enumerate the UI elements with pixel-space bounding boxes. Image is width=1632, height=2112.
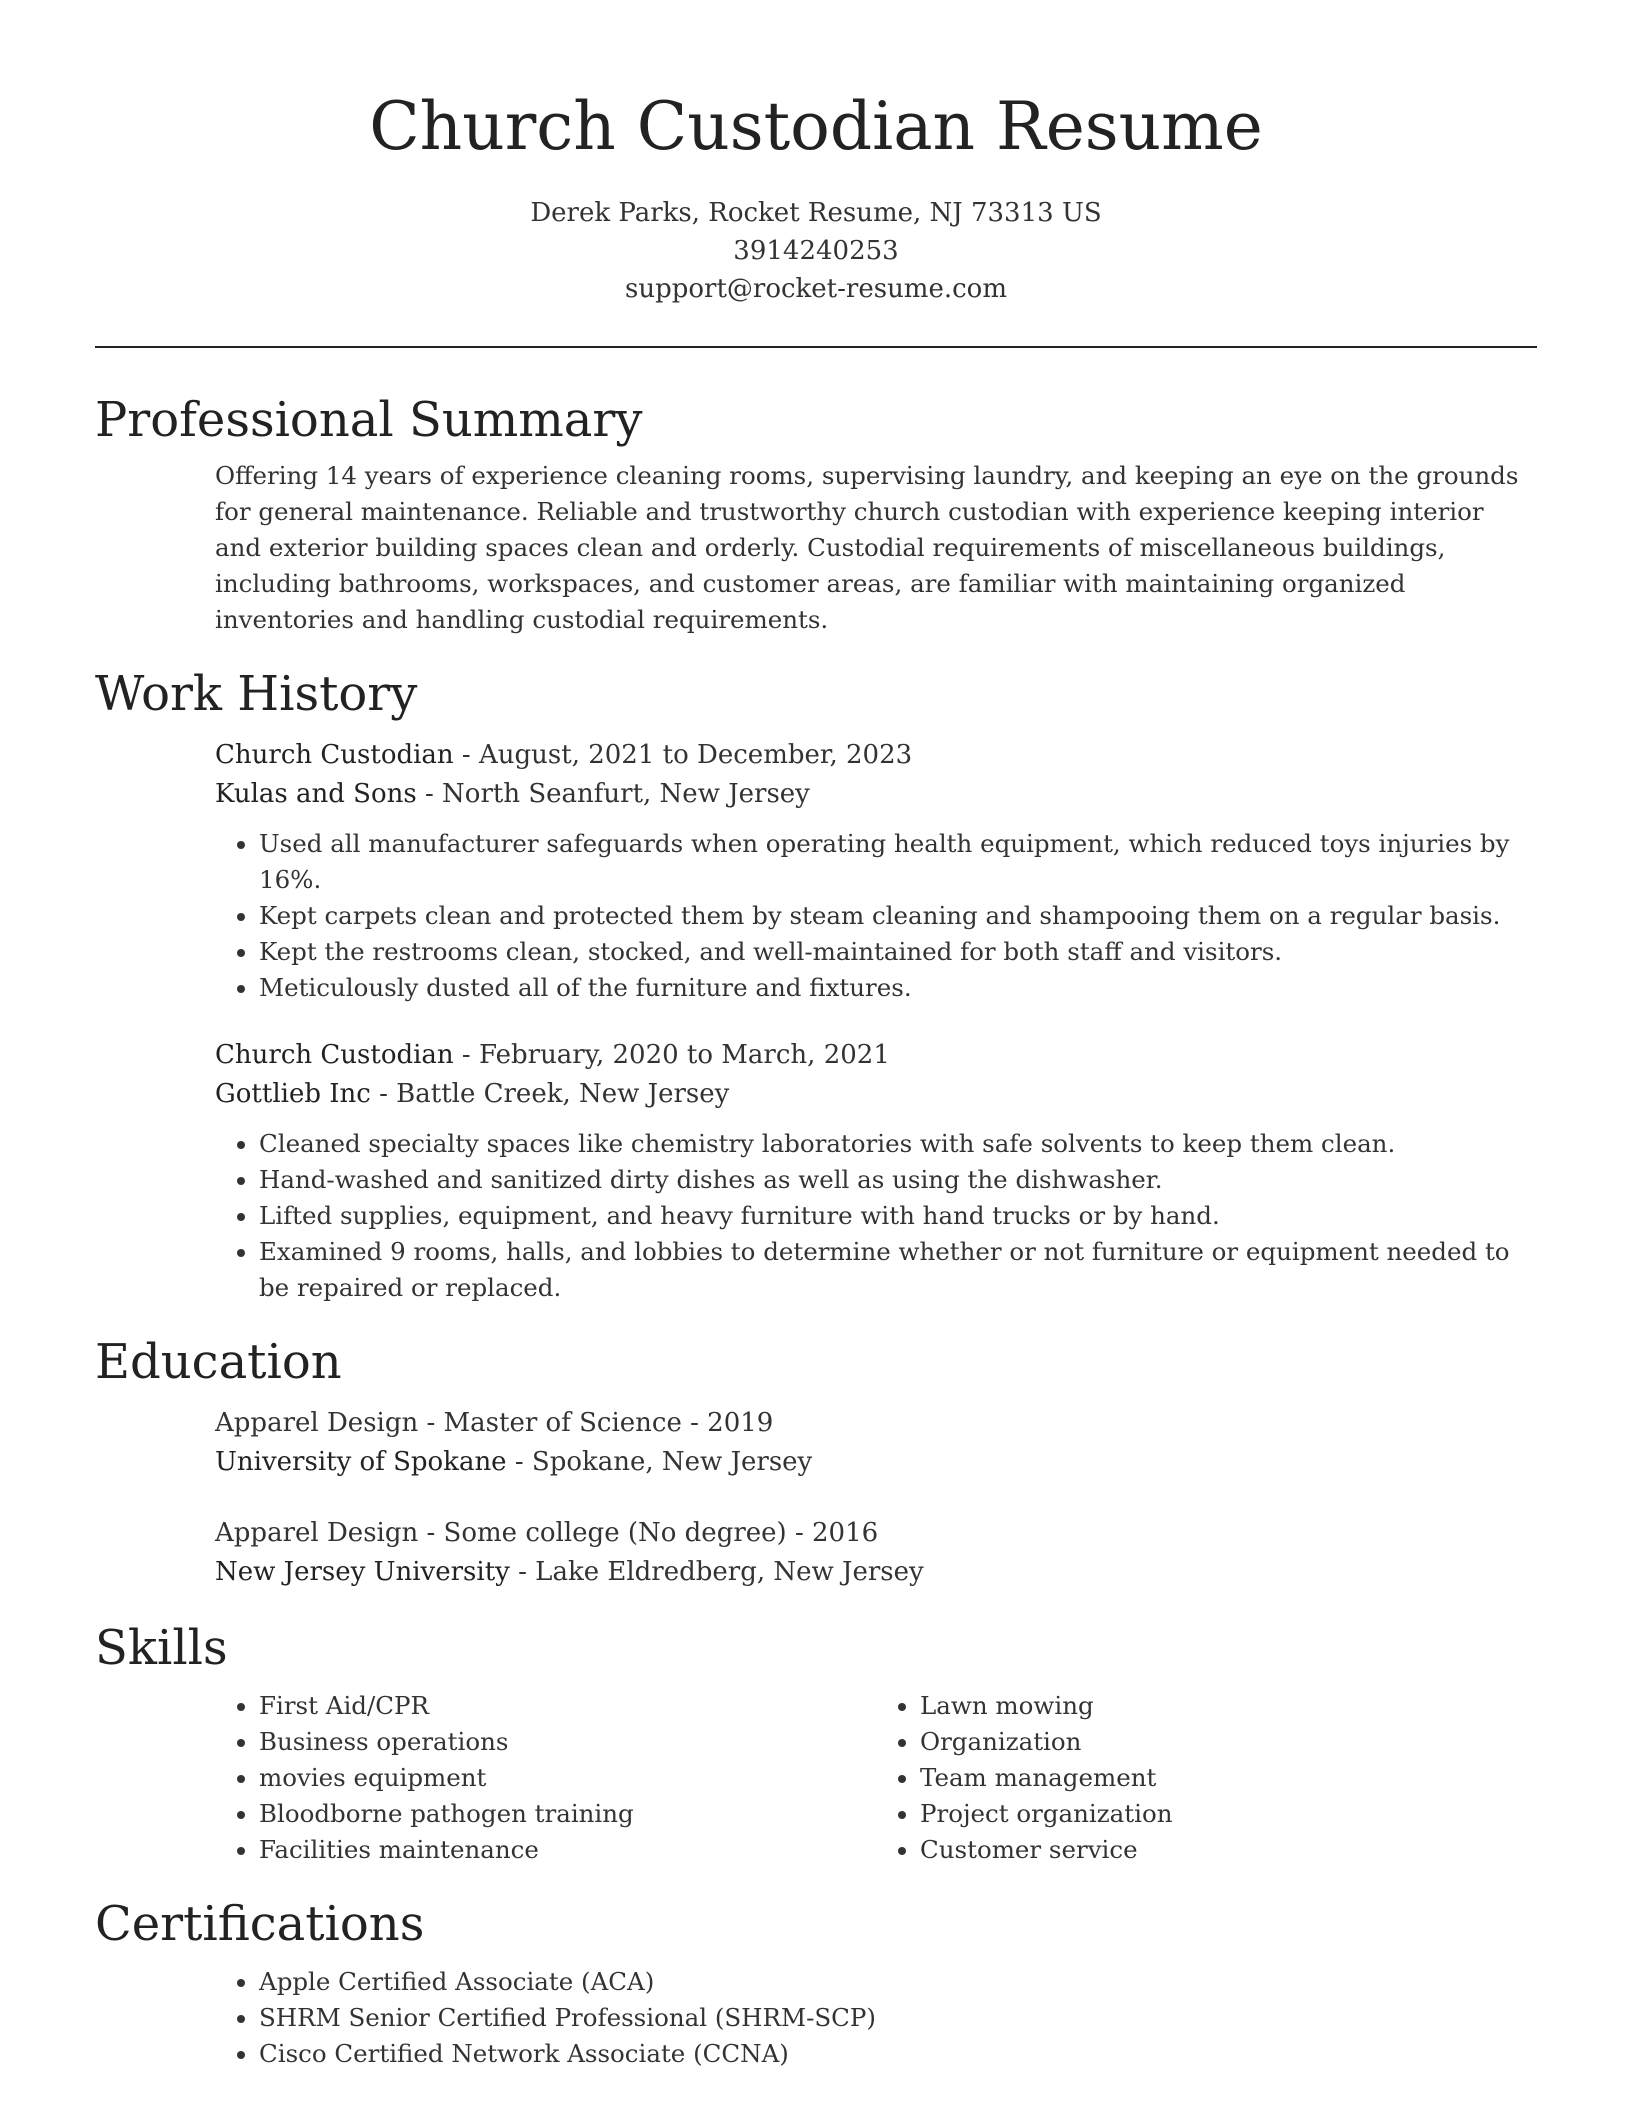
list-item: • Cisco Certified Network Associate (CCNA): [259, 2036, 1537, 2072]
education-location: - Spokane, New Jersey: [506, 1447, 813, 1477]
list-item: • Organization: [920, 1724, 1537, 1760]
list-item: • Cleaned specialty spaces like chemistry laboratories with safe solvents to keep them clean.: [259, 1126, 1537, 1162]
education-location: - Lake Eldredberg, New Jersey: [509, 1557, 924, 1587]
contact-info: [0, 194, 1632, 308]
job-duties-list: [215, 826, 1537, 1006]
summary-text: Offering 14 years of experience cleaning rooms, supervising laundry, and keeping an eye on the grounds for general maintenance. Reliable and trustworthy church custodian with experience keeping interior and exterior building spaces clean and orderly. Custodial requirements of miscellaneous buildings, including bathrooms, workspaces, and customer areas, are familiar with maintaining organized inventories and handling custodial requirements.: [215, 461, 1519, 634]
page-title: Church Custodian Resume: [369, 88, 1263, 165]
list-item: • Kept the restrooms clean, stocked, and well-maintained for both staff and visitors.: [259, 934, 1537, 970]
list-item: • Bloodborne pathogen training: [259, 1796, 876, 1832]
summary-section: [95, 388, 1537, 638]
contact-phone: 3914240253: [733, 236, 899, 266]
skills-heading: Skills: [95, 1620, 228, 1676]
education-school: New Jersey University: [215, 1557, 510, 1587]
certifications-section: [95, 1892, 1537, 2072]
list-item: • Kept carpets clean and protected them by steam cleaning and shampooing them on a regular basis.: [259, 898, 1537, 934]
list-item: • Apple Certified Associate (ACA): [259, 1964, 1537, 2000]
job-location: - North Seanfurt, New Jersey: [416, 779, 810, 809]
contact-address: Derek Parks, Rocket Resume, NJ 73313 US: [530, 198, 1102, 228]
job-company: Kulas and Sons: [215, 779, 417, 809]
education-section: [95, 1330, 1537, 1592]
skills-grid: [215, 1680, 1537, 1868]
list-item: • SHRM Senior Certified Professional (SHRM-SCP): [259, 2000, 1537, 2036]
summary-heading: Professional Summary: [95, 392, 643, 448]
list-item: • Facilities maintenance: [259, 1832, 876, 1868]
list-item: • Lawn mowing: [920, 1688, 1537, 1724]
list-item: • Lifted supplies, equipment, and heavy furniture with hand trucks or by hand.: [259, 1198, 1537, 1234]
job-company: Gottlieb Inc: [215, 1079, 371, 1109]
job-location: - Battle Creek, New Jersey: [370, 1079, 730, 1109]
job-role: Church Custodian: [215, 740, 454, 770]
certifications-heading: Certifications: [95, 1896, 425, 1952]
list-item: • movies equipment: [259, 1760, 876, 1796]
education-entry: [215, 1404, 1537, 1482]
list-item: • First Aid/CPR: [259, 1688, 876, 1724]
education-heading: Education: [95, 1334, 342, 1390]
job-duties-list: [215, 1126, 1537, 1306]
education-degree: Apparel Design - Some college (No degree) - 2016: [215, 1518, 879, 1548]
education-degree: Apparel Design - Master of Science - 2019: [215, 1408, 774, 1438]
education-school: University of Spokane: [215, 1447, 507, 1477]
list-item: • Examined 9 rooms, halls, and lobbies to determine whether or not furniture or equipment needed to be repaired or replaced.: [259, 1234, 1537, 1306]
list-item: • Used all manufacturer safeguards when operating health equipment, which reduced toys injuries by 16%.: [259, 826, 1537, 898]
list-item: • Business operations: [259, 1724, 876, 1760]
job-dates: - February, 2020 to March, 2021: [453, 1040, 890, 1070]
skills-section: [95, 1616, 1537, 1868]
list-item: • Hand-washed and sanitized dirty dishes as well as using the dishwasher.: [259, 1162, 1537, 1198]
certifications-list: [215, 1964, 1537, 2072]
work-history-heading: Work History: [95, 666, 418, 722]
list-item: • Team management: [920, 1760, 1537, 1796]
job-entry: [215, 1036, 1537, 1306]
contact-email: support@rocket-resume.com: [624, 274, 1007, 304]
work-history-section: [95, 662, 1537, 1306]
resume-header: [0, 0, 1632, 308]
job-company-line: [215, 775, 1537, 814]
list-item: • Customer service: [920, 1832, 1537, 1868]
job-title-line: [215, 736, 1537, 775]
job-title-line: [215, 1036, 1537, 1075]
job-role: Church Custodian: [215, 1040, 454, 1070]
job-company-line: [215, 1075, 1537, 1114]
job-dates: - August, 2021 to December, 2023: [453, 740, 913, 770]
list-item: • Project organization: [920, 1796, 1537, 1832]
education-school-line: [215, 1553, 1537, 1592]
skills-list-right: [876, 1688, 1537, 1868]
education-entry: [215, 1514, 1537, 1592]
list-item: • Meticulously dusted all of the furniture and fixtures.: [259, 970, 1537, 1006]
header-divider: [95, 346, 1537, 348]
skills-list-left: [215, 1688, 876, 1868]
education-school-line: [215, 1443, 1537, 1482]
job-entry: [215, 736, 1537, 1006]
